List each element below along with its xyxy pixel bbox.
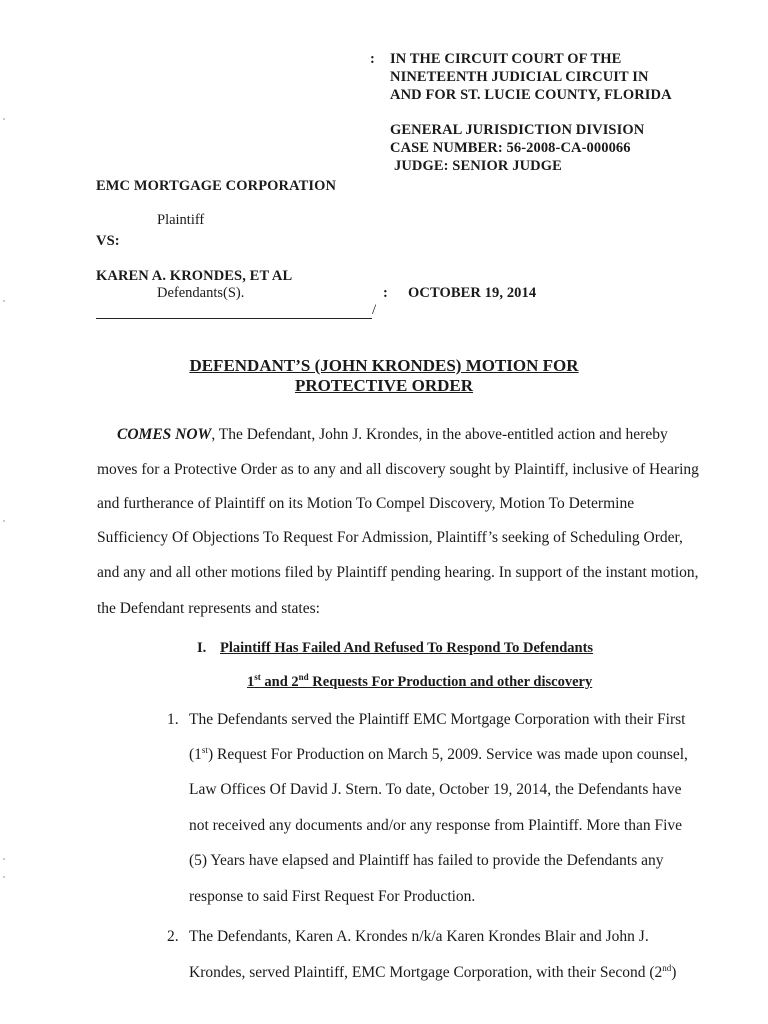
court-line-3: AND FOR ST. LUCIE COUNTY, FLORIDA <box>390 87 672 103</box>
plaintiff-name: EMC MORTGAGE CORPORATION <box>96 178 337 194</box>
motion-title-line-1: DEFENDANT’S (JOHN KRONDES) MOTION FOR <box>189 356 579 375</box>
section-heading-line-2 <box>247 674 592 691</box>
scan-mark <box>3 118 5 120</box>
judge: JUDGE: SENIOR JUDGE <box>394 158 562 174</box>
court-line-2: NINETEENTH JUDICIAL CIRCUIT IN <box>390 69 649 85</box>
item-1-line-4: not received any documents and/or any response from Plaintiff. More than Five <box>189 817 683 834</box>
header-colon: : <box>370 51 375 67</box>
item-2-line-1: The Defendants, Karen A. Krondes n/k/a Karen Krondes Blair and John J. <box>189 928 649 945</box>
section-heading-line-1: Plaintiff Has Failed And Refused To Respond To Defendants <box>220 640 594 656</box>
item-1-line-2-pre: (1 <box>189 746 202 763</box>
intro-line-1 <box>117 426 668 444</box>
filing-date: OCTOBER 19, 2014 <box>408 285 537 301</box>
motion-title-line-2: PROTECTIVE ORDER <box>294 376 474 395</box>
heading-rest: Requests For Production and other discovery <box>308 674 593 690</box>
division: GENERAL JURISDICTION DIVISION <box>390 122 645 138</box>
intro-line-4: Sufficiency Of Objections To Request For Admission, Plaintiff’s seeking of Scheduling Order, <box>97 529 683 546</box>
court-line-1: IN THE CIRCUIT COURT OF THE <box>390 51 622 67</box>
item-1-line-2 <box>189 746 688 764</box>
item-2-line-2-sup: nd <box>662 962 672 973</box>
item-1-line-6: response to said First Request For Production. <box>189 888 476 905</box>
item-2-line-2 <box>189 964 676 982</box>
section-number: I. <box>197 640 207 656</box>
intro-line-2: moves for a Protective Order as to any and all discovery sought by Plaintiff, inclusive of Hearing <box>97 461 699 478</box>
intro-line-3: and furtherance of Plaintiff on its Motion To Compel Discovery, Motion To Determine <box>97 495 635 512</box>
item-1-line-2-sup: st <box>201 744 208 755</box>
item-2-line-2-pre: Krondes, served Plaintiff, EMC Mortgage Corporation, with their Second (2 <box>189 964 663 981</box>
scan-mark <box>3 858 5 860</box>
intro-line-1-text: , The Defendant, John J. Krondes, in the above-entitled action and hereby <box>211 426 668 443</box>
heading-ordinal-2: and 2 <box>260 674 299 690</box>
scan-mark <box>3 300 5 302</box>
item-1-line-1: The Defendants served the Plaintiff EMC Mortgage Corporation with their First <box>189 711 686 728</box>
item-1-line-5: (5) Years have elapsed and Plaintiff has failed to provide the Defendants any <box>189 852 664 869</box>
defendant-role: Defendants(S). <box>157 285 245 301</box>
item-2-line-2-rest: ) <box>671 964 677 981</box>
scan-mark <box>3 876 5 878</box>
plaintiff-role: Plaintiff <box>157 212 205 228</box>
heading-sup-2: nd <box>298 672 309 683</box>
scan-mark <box>3 520 5 522</box>
defendant-name: KAREN A. KRONDES, ET AL <box>96 268 293 284</box>
case-number: CASE NUMBER: 56-2008-CA-000066 <box>390 140 631 156</box>
comes-now-lead: COMES NOW <box>117 426 212 443</box>
caption-rule <box>96 318 372 319</box>
intro-line-5: and any and all other motions filed by Plaintiff pending hearing. In support of the instant motion, <box>97 564 699 581</box>
item-1-number: 1. <box>167 711 179 728</box>
intro-line-6: the Defendant represents and states: <box>97 600 320 617</box>
item-1-line-2-rest: ) Request For Production on March 5, 2009. Service was made upon counsel, <box>207 746 688 763</box>
item-2-number: 2. <box>167 928 179 945</box>
heading-sup-1: st <box>254 672 261 683</box>
item-1-line-3: Law Offices Of David J. Stern. To date, October 19, 2014, the Defendants have <box>189 781 682 798</box>
versus-label: VS: <box>96 233 120 249</box>
caption-slash: / <box>372 302 377 318</box>
heading-ordinal-1: 1 <box>247 674 255 690</box>
date-colon: : <box>383 285 388 301</box>
